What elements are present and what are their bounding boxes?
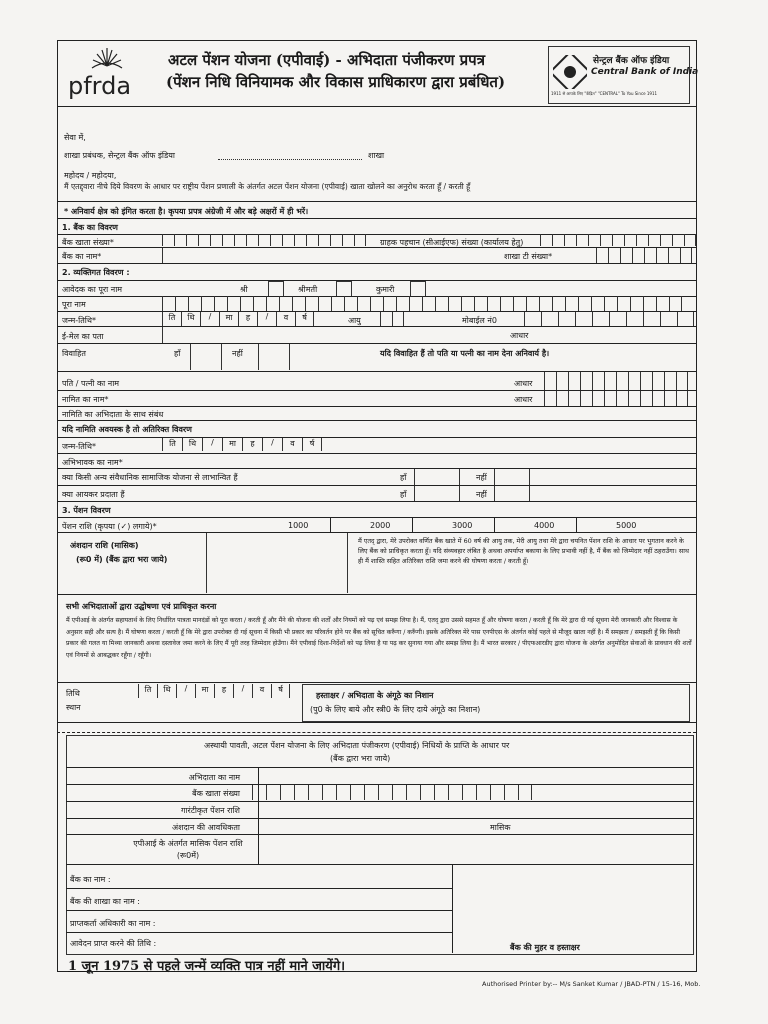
- minor-dob-cells[interactable]: ति थि / मा ह / व र्ष: [162, 438, 322, 451]
- branch-label: शाखा: [368, 151, 385, 160]
- undertaking-title: सभी अभिदाताओं द्वारा उद्घोषणा एवं प्राधिकृत करना: [66, 602, 217, 611]
- receipt-guaranteed-pension: गारंटीकृत पेंशन राशि: [180, 806, 240, 815]
- married-note: यदि विवाहित हैं तो पति या पत्नी का नाम देना अनिवार्य है।: [380, 349, 550, 358]
- dob-cells[interactable]: ति थि / मा ह / व र्ष: [162, 312, 314, 326]
- married-yes-box[interactable]: [190, 344, 222, 370]
- cif-label: ग्राहक पहचान (सीआईएफ) संख्या (कार्यालय हेतु): [380, 238, 524, 247]
- receipt-seal: बैंक की मुहर व हस्ताक्षर: [510, 943, 580, 952]
- cif-cells[interactable]: [540, 234, 696, 246]
- pension-amount-label: पेंशन राशि (कृपया (✓) लगाये)*: [62, 522, 157, 531]
- shrimati-checkbox[interactable]: [336, 281, 352, 297]
- bank-name-label: बैंक का नाम*: [62, 252, 102, 261]
- email-field[interactable]: [162, 327, 483, 343]
- social-scheme-label: क्या किसी अन्य संवैधानिक सामाजिक योजना से लाभान्वित हैं: [62, 473, 238, 482]
- bank-name-hindi: सेन्ट्रल बैंक ऑफ इंडिया: [593, 56, 670, 66]
- cbi-emblem-icon: [553, 55, 587, 89]
- receipt-monthly: मासिक: [490, 823, 511, 832]
- signature-label: हस्ताक्षर / अभिदाता के अंगूठे का निशान: [316, 691, 434, 700]
- pension-4000[interactable]: 4000: [534, 521, 555, 530]
- account-number-label: बैंक खाता संख्या*: [62, 238, 114, 247]
- bank-name-field[interactable]: [162, 248, 493, 263]
- thumb-note: (पु0 के लिए बाये और स्त्री0 के लिए दाये अंगूठे का निशान): [310, 705, 481, 714]
- sol-label: शाखा टी संख्या*: [504, 252, 553, 261]
- relation-label: नामिति का अभिदाता के साथ संबंध: [62, 410, 164, 419]
- header-divider: [57, 106, 696, 107]
- contribution-amount-field[interactable]: [206, 533, 348, 593]
- age-cells[interactable]: [380, 312, 404, 326]
- spouse-label: पति / पत्नी का नाम: [62, 379, 120, 388]
- applicant-name-label: आवेदक का पूरा नाम: [62, 285, 123, 294]
- receipt-branch-name: बैंक की शाखा का नाम :: [70, 897, 140, 906]
- aadhaar-label: आधार: [510, 331, 529, 340]
- nominee-label: नामित का नाम*: [62, 395, 109, 404]
- section-bank-title: 1. बैंक का विवरण: [62, 223, 118, 232]
- nominee-aadhaar-cells[interactable]: [544, 391, 688, 406]
- married-no-box[interactable]: [258, 344, 290, 370]
- eligibility-note: 1 जून 1975 से पहले जन्में व्यक्ति पात्र नहीं माने जायेंगे।: [68, 959, 346, 974]
- mobile-cells[interactable]: [524, 312, 694, 326]
- receipt-periodicity: अंशदान की आवधिकता: [171, 823, 240, 832]
- taxpayer-yes[interactable]: हाँ: [400, 490, 407, 499]
- sign-date-label: तिथि: [66, 689, 80, 698]
- married-yes[interactable]: हाँ: [174, 349, 181, 358]
- receipt-officer-name: प्राप्तकर्ता अधिकारी का नाम :: [70, 919, 156, 928]
- full-name-cells[interactable]: [162, 296, 682, 311]
- taxpayer-no[interactable]: नहीं: [476, 490, 487, 499]
- section-personal-title: 2. व्यक्तिगत विवरण :: [62, 268, 130, 277]
- receipt-account-number: बैंक खाता संख्या: [192, 789, 240, 798]
- sign-date-cells[interactable]: ति थि / मा ह / व र्ष: [138, 684, 290, 698]
- form-subtitle: (पेंशन निधि विनियामक और विकास प्राधिकारण द्वारा प्रबंधित): [166, 73, 506, 91]
- printer-credit: Authorised Printer by:-- M/s Sanket Kumar / JBAD-PTN / 15-16, Mob.: [482, 980, 701, 988]
- undertaking-text: मैं एपीआई के अंतर्गत सहायतार्थ के लिए निर्धारित पात्रता मानदंडों को पूरा करता / करती हूँ और मैंने की योजना की शर्तों और नियमों को पढ़ एवं समझ लिया है। मैं, एतद् द्वारा उससे सहमत हूँ और घोषणा करता / करती हूँ कि मेरे द्वारा दी गई सूचना मेरी जानकारी और विश्वास के अनुसार सही और सत्य है। मैं घोषणा करता / करती हूँ कि मेरे द्वारा उपरोक्त दी गई सूचना में किसी भी प्रकार का परिवर्तन होने पर बैंक को सूचित करूँगा / करूँगी। इसके अतिरिक्त मेरे पास एनपीएस के अंतर्गत कोई पहले से मौजूद खाता नहीं है। मैं समझता / समझती हूँ कि किसी प्रकार की गलत या मिथ्या जानकारी अथवा दस्तावेज जमा करने के लिए मैं पूरी तरह जिम्मेदार होउँगा। मैंने एपीवाई दिशा-निर्देशों को पढ़ लिया है या पढ़ कर सुनाया गया और समझ लिया है। मैं भारत सरकार / पीएफआरडीए द्वारा योजना के अंतर्गत अनुमोदित सेवाओं के प्रावधान की शर्तों एवं नियमों से आबद्धकर रहूँगा / रहूँगी।: [66, 617, 692, 659]
- tear-line: [57, 732, 696, 734]
- pension-3000[interactable]: 3000: [452, 521, 473, 530]
- mandatory-note: * अनिवार्य क्षेत्र को इंगित करता है। कृपया प्रपत्र अंग्रेजी में और बड़े अक्षरों में ही भरें।: [64, 207, 309, 216]
- spouse-aadhaar-cells[interactable]: [544, 372, 688, 390]
- receipt-rupees: (रू0में): [176, 851, 200, 860]
- email-label: ई-मेल का पता: [62, 332, 104, 341]
- married-no[interactable]: नहीं: [232, 349, 243, 358]
- mobile-label: मोबाईल नं0: [462, 316, 497, 325]
- kumari-checkbox[interactable]: [410, 281, 426, 297]
- address-branch-manager: शाखा प्रबंधक, सेन्ट्रल बैंक ऑफ इंडिया: [64, 151, 176, 160]
- contribution-label: अंशदान राशि (मासिक): [70, 541, 139, 550]
- minor-title: यदि नामिति अवयस्क है तो अतिरिक्त विवरण: [62, 425, 192, 434]
- minor-dob-label: जन्म-तिथि*: [62, 442, 96, 451]
- salutation: महोदय / महोदया,: [64, 171, 117, 180]
- receipt-account-cells[interactable]: [252, 785, 532, 800]
- pension-declaration: मैं एतद् द्वारा, मेरे उपरोक्त वर्णित बैंक खाते में 60 वर्ष की आयु तक, मेरी आयु तथा मेरे द्वारा चयनित पेंशन राशि के आधार पर भुगतान करने के लिए बैंक को प्राधिकृत करता हूँ। यदि संव्यवहार लंबित है अथवा अपर्याप्त बकाया के लिए प्रभावी नहीं है, मैं बैंक को जिम्मेदार नहीं ठहराउँगा। साथ ही मैं शास्ति सहित अतिरिक्त राशि जमा करने की घोषणा करता / करती हूँ।: [358, 537, 689, 565]
- receipt-subtitle: (बैंक द्वारा भरा जाये): [330, 754, 391, 763]
- receipt-subscriber-name: अभिदाता का नाम: [188, 773, 240, 782]
- receipt-monthly-pension: एपीआई के अंतर्गत मासिक पेंशन राशि: [133, 839, 243, 848]
- account-number-cells[interactable]: [162, 234, 366, 246]
- nominee-aadhaar-label: आधार: [514, 395, 533, 404]
- form-title: अटल पेंशन योजना (एपीवाई) - अभिदाता पंजीकरण प्रपत्र: [168, 51, 485, 69]
- social-no[interactable]: नहीं: [476, 473, 487, 482]
- receipt-date: आवेदन प्राप्त करने की तिथि :: [70, 939, 157, 948]
- pfrda-logo: [62, 44, 152, 100]
- bank-tagline: 1911 से आपके लिए "केंद्रित" "CENTRAL" To You Since 1911: [551, 91, 658, 96]
- pension-5000[interactable]: 5000: [616, 521, 637, 530]
- taxpayer-label: क्या आयकर प्रदाता हैं: [62, 490, 125, 499]
- branch-name-field[interactable]: [218, 158, 362, 160]
- social-yes[interactable]: हाँ: [400, 473, 407, 482]
- section-pension-title: 3. पेंशन विवरण: [62, 506, 111, 515]
- bank-name-english: Central Bank of India: [591, 67, 699, 77]
- svg-text:pfrda: pfrda: [68, 72, 132, 100]
- request-text: मैं एतद्द्वारा नीचे दिये विवरण के आधार पर राष्ट्रीय पेंशन प्रणाली के अंतर्गत अटल पेंशन योजना (एपीवाई) खाता खोलने का अनुरोध करता हूँ / करती हूँ: [64, 182, 471, 191]
- guardian-label: अभिभावक का नाम*: [62, 458, 123, 467]
- receipt-title: अस्थायी पावती, अटल पेंशन योजना के लिए अभिदाता पंजीकरण (एपीवाई) निधियों के प्राप्ति के आधार पर: [204, 741, 510, 750]
- contribution-sublabel: (रू0 में) (बैंक द्वारा भरा जाये): [76, 555, 168, 564]
- pension-1000[interactable]: 1000: [288, 521, 309, 530]
- full-name-label: पूरा नाम: [62, 300, 86, 309]
- married-label: विवाहित: [62, 349, 86, 358]
- title-kumari[interactable]: कुमारी: [376, 285, 395, 294]
- dob-label: जन्म-तिथि*: [62, 316, 96, 325]
- title-shrimati[interactable]: श्रीमती: [298, 285, 318, 294]
- receipt-bank-name: बैंक का नाम :: [70, 875, 111, 884]
- age-label: आयु: [348, 316, 361, 325]
- title-shri[interactable]: श्री: [240, 285, 248, 294]
- shri-checkbox[interactable]: [268, 281, 284, 297]
- sol-cells[interactable]: [596, 248, 692, 263]
- pension-2000[interactable]: 2000: [370, 521, 391, 530]
- spouse-aadhaar-label: आधार: [514, 379, 533, 388]
- address-to: सेवा में,: [64, 133, 86, 142]
- bank-logo: [548, 46, 699, 104]
- place-label: स्थान: [66, 703, 81, 712]
